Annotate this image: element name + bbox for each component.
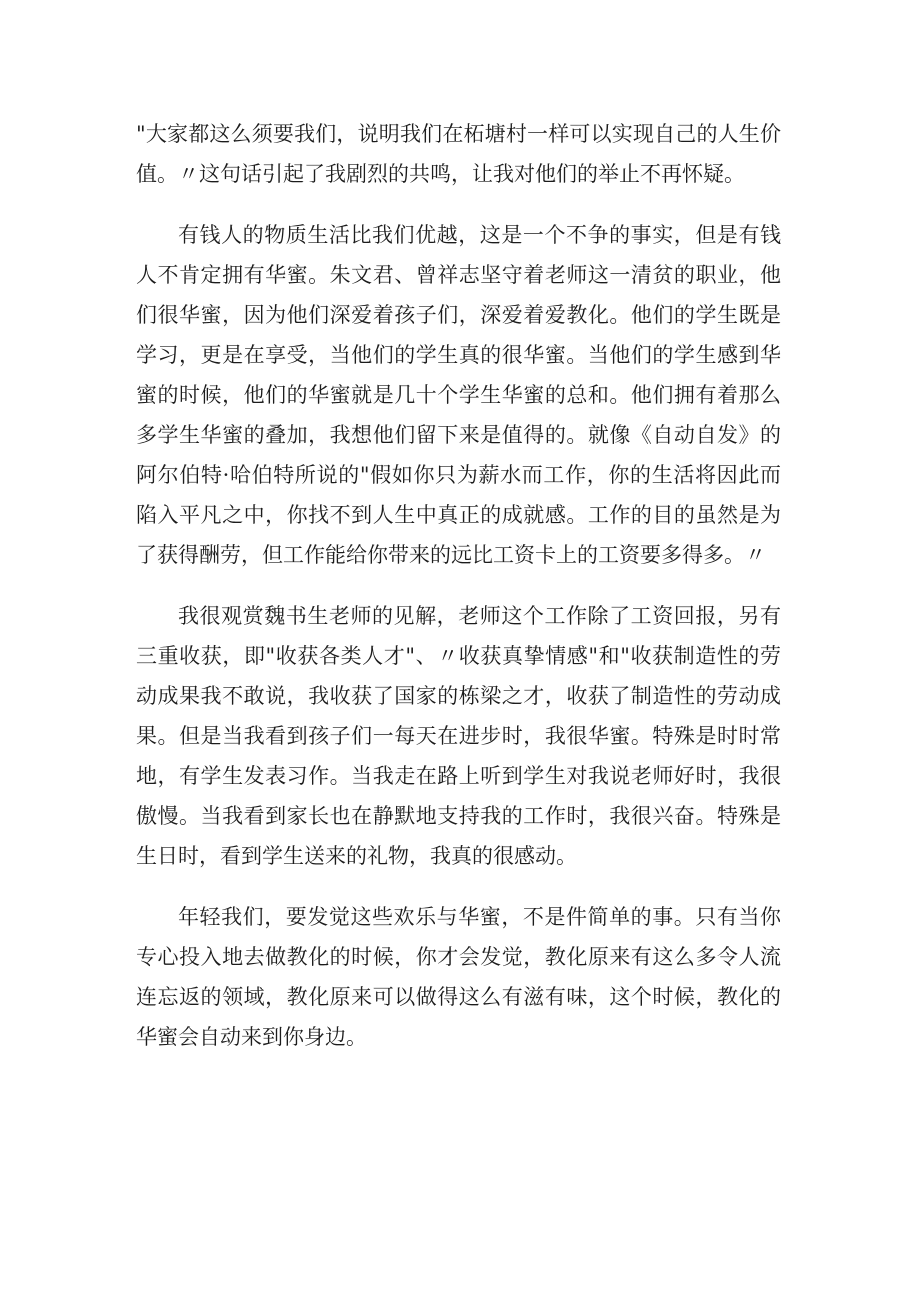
paragraph-2: 有钱人的物质生活比我们优越，这是一个不争的事实，但是有钱人不肯定拥有华蜜。朱文君、曾祥志坚守着老师这一清贫的职业，他们很华蜜，因为他们深爱着孩子们，深爱着爱教化。他们的学生既是学习，更是在享受，当他们的学生真的很华蜜。当他们的学生感到华蜜的时候，他们的华蜜就是几十个学生华蜜的总和。他们拥有着那么多学生华蜜的叠加，我想他们留下来是值得的。就像《自动自发》的阿尔伯特·哈伯特所说的"假如你只为薪水而工作，你的生活将因此而陷入平凡之中，你找不到人生中真正的成就感。工作的目的虽然是为了获得酬劳，但工作能给你带来的远比工资卡上的工资要多得多。〃 <box>136 223 781 567</box>
paragraph-1: "大家都这么须要我们，说明我们在柘塘村一样可以实现自己的人生价值。〃这句话引起了我剧烈的共鸣，让我对他们的举止不再怀疑。 <box>136 122 781 186</box>
paragraph-3: 我很观赏魏书生老师的见解，老师这个工作除了工资回报，另有三重收获，即"收获各类人才"、〃收获真挚情感"和"收获制造性的劳动成果我不敢说，我收获了国家的栋梁之才，收获了制造性的劳动成果。但是当我看到孩子们一每天在进步时，我很华蜜。特殊是时时常地，有学生发表习作。当我走在路上听到学生对我说老师好时，我很傲慢。当我看到家长也在静默地支持我的工作时，我很兴奋。特殊是生日时，看到学生送来的礼物，我真的很感动。 <box>136 604 781 868</box>
paragraph-4: 年轻我们，要发觉这些欢乐与华蜜，不是件简单的事。只有当你专心投入地去做教化的时候，你才会发觉，教化原来有这么多令人流连忘返的领域，教化原来可以做得这么有滋有味，这个时候，教化的华蜜会自动来到你身边。 <box>136 905 781 1049</box>
document-body <box>136 114 781 1078</box>
